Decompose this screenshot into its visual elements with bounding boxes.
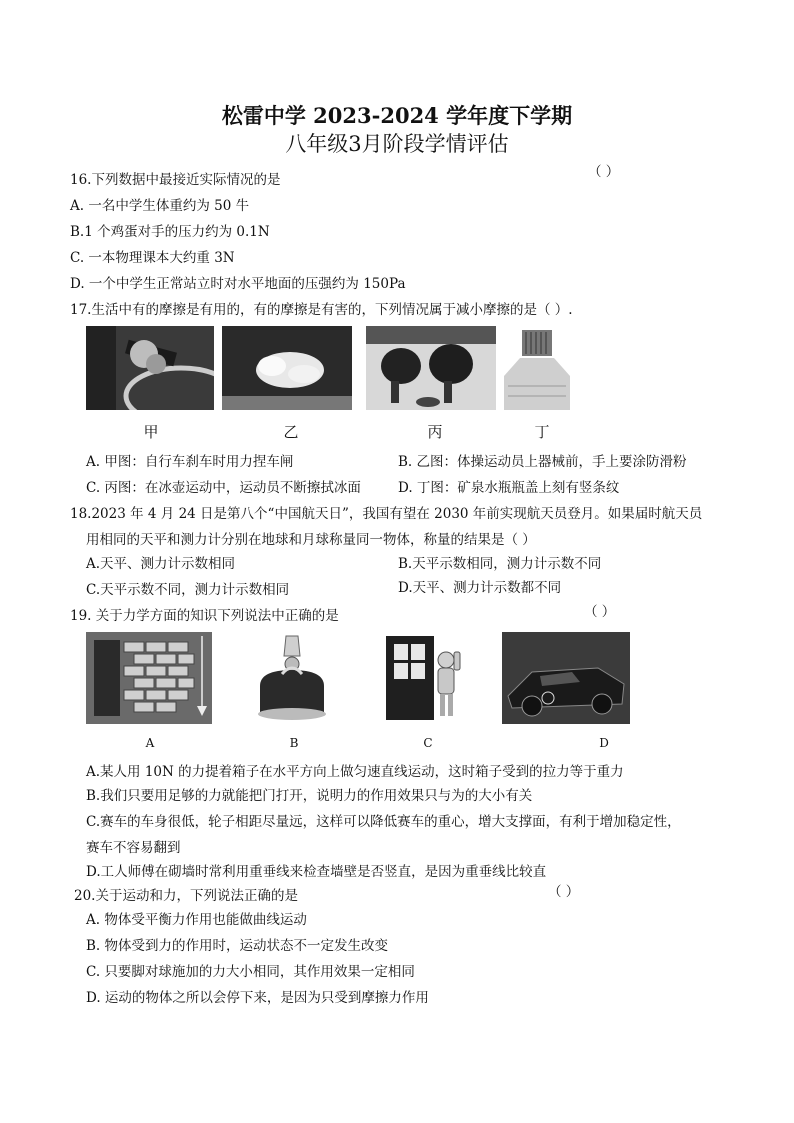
- question-16-option-a: A. 一名中学生体重约为 50 牛: [70, 198, 250, 214]
- question-16-option-d: D. 一个中学生正常站立时对水平地面的压强约为 150Pa: [70, 276, 406, 292]
- question-19-option-b: B.我们只要用足够的力就能把门打开，说明力的作用效果只与为的大小有关: [86, 788, 533, 804]
- question-19-option-c-line-1: C.赛车的车身很低，轮子相距尽量远，这样可以降低赛车的重心，增大支撑面，有利于增加稳定性，: [86, 814, 681, 830]
- image-caption-bing: 丙: [427, 423, 443, 441]
- question-17-option-b: B. 乙图：体操运动员上器械前，手上要涂防滑粉: [398, 454, 687, 470]
- question-19-option-a: A.某人用 10N 的力提着箱子在水平方向上做匀速直线运动，这时箱子受到的拉力等于重力: [86, 764, 624, 780]
- bicycle-brake-photo: [86, 326, 214, 410]
- race-car-photo: [502, 632, 630, 724]
- gymnast-chalk-photo: [222, 326, 352, 410]
- image-caption-jia: 甲: [143, 423, 159, 441]
- image-caption-d: D: [599, 736, 609, 750]
- image-caption-b: B: [289, 736, 299, 750]
- page-subtitle: 八年级3月阶段学情评估: [285, 132, 509, 156]
- question-17-stem: 17.生活中有的摩擦是有用的，有的摩擦是有害的，下列情况属于减小摩擦的是（ ）.: [70, 302, 573, 318]
- question-20-option-a: A. 物体受平衡力作用也能做曲线运动: [86, 912, 307, 928]
- brick-wall-plumb-line-photo: [86, 632, 212, 724]
- question-16-option-c: C. 一本物理课本大约重 3N: [70, 250, 235, 266]
- question-17-option-d: D. 丁图：矿泉水瓶瓶盖上刻有竖条纹: [398, 480, 620, 496]
- question-18-option-b: B.天平示数相同，测力计示数不同: [398, 556, 602, 572]
- water-bottle-cap-photo: [500, 326, 610, 410]
- question-18-stem-line-2: 用相同的天平和测力计分别在地球和月球称量同一物体，称量的结果是（ ）: [86, 532, 536, 548]
- image-caption-c: C: [423, 736, 433, 750]
- question-16-stem: 16.下列数据中最接近实际情况的是: [70, 172, 281, 188]
- page-title: 松雷中学 2023-2024 学年度下学期: [221, 103, 573, 128]
- door-opening-photo: [380, 632, 470, 724]
- image-caption-ding: 丁: [534, 423, 550, 441]
- image-caption-yi: 乙: [283, 423, 299, 441]
- question-20-option-c: C. 只要脚对球施加的力大小相同，其作用效果一定相同: [86, 964, 415, 980]
- question-18-option-a: A.天平、测力计示数相同: [86, 556, 236, 572]
- question-20-stem: 20.关于运动和力，下列说法正确的是: [74, 888, 298, 904]
- question-16-option-b: B.1 个鸡蛋对手的压力约为 0.1N: [70, 224, 270, 240]
- question-19-answer-paren: （ ）: [584, 604, 616, 620]
- question-17-option-c: C. 丙图：在冰壶运动中，运动员不断擦拭冰面: [86, 480, 361, 496]
- question-20-option-d: D. 运动的物体之所以会停下来，是因为只受到摩擦力作用: [86, 990, 429, 1006]
- question-19-option-d: D.工人师傅在砌墙时常利用重垂线来检查墙壁是否竖直，是因为重垂线比较直: [86, 864, 547, 880]
- image-caption-a: A: [145, 736, 155, 750]
- hand-lifting-box-photo: [252, 632, 332, 724]
- question-20-option-b: B. 物体受到力的作用时，运动状态不一定发生改变: [86, 938, 389, 954]
- question-19-option-c-line-2: 赛车不容易翻到: [86, 840, 181, 856]
- question-18-stem-line-1: 18.2023 年 4 月 24 日是第八个“中国航天日”，我国有望在 2030 年前实现航天员登月。如果届时航天员: [70, 506, 703, 522]
- question-17-option-a: A. 甲图：自行车刹车时用力捏车闸: [86, 454, 294, 470]
- question-18-option-c: C.天平示数不同，测力计示数相同: [86, 582, 290, 598]
- question-18-option-d: D.天平、测力计示数都不同: [398, 580, 562, 596]
- question-16-answer-paren: （ ）: [588, 164, 620, 180]
- question-19-stem: 19. 关于力学方面的知识下列说法中正确的是: [70, 608, 339, 624]
- question-20-answer-paren: （ ）: [548, 884, 580, 900]
- curling-sweeping-photo: [366, 326, 496, 410]
